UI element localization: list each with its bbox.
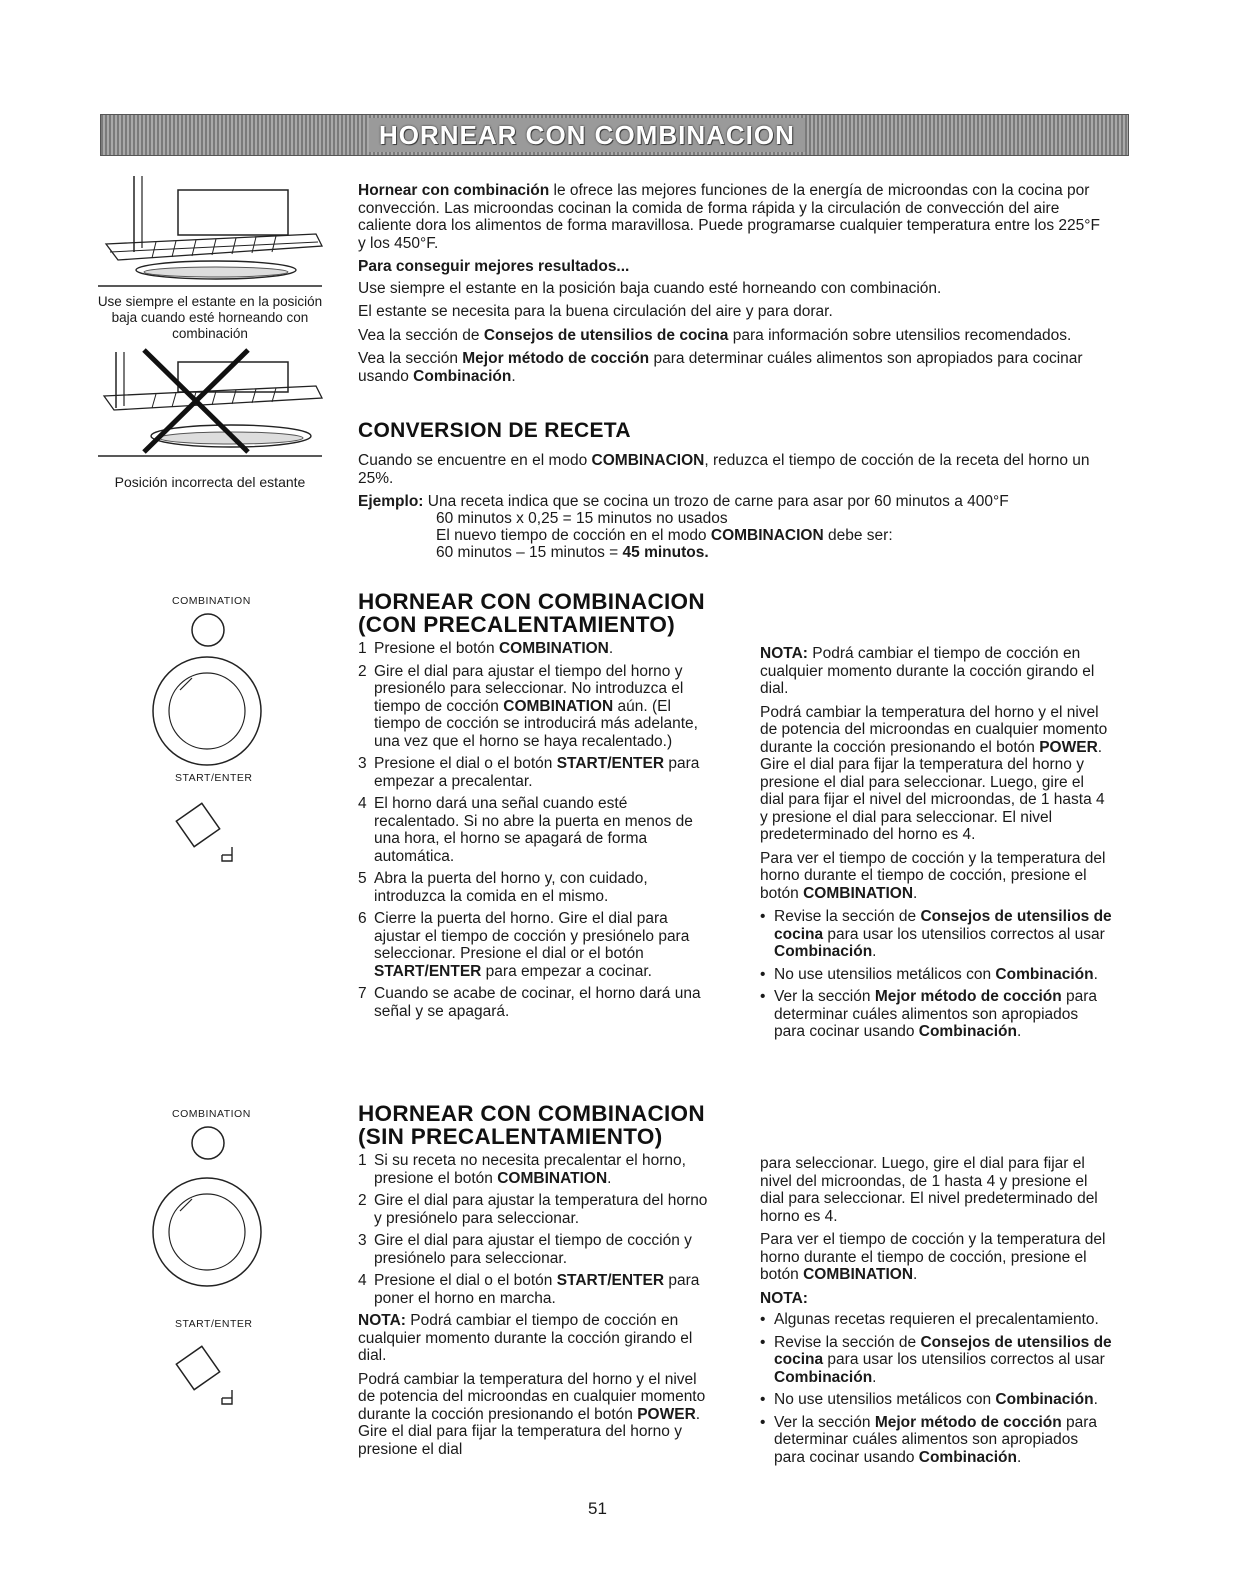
start-enter-label: START/ENTER bbox=[175, 772, 253, 784]
bullet-icon: • bbox=[760, 1333, 766, 1351]
combination-label: COMBINATION bbox=[172, 1108, 251, 1120]
nopreheat-right bbox=[760, 1155, 1112, 1471]
step-item: 3 Presione el dial o el botón START/ENTER para empezar a precalentar. bbox=[358, 755, 700, 790]
banner-title: HORNEAR CON COMBINACION bbox=[369, 118, 805, 152]
nopreheat-left bbox=[358, 1152, 714, 1464]
intro-p1: Use siempre el estante en la posición baja cuando esté horneando con combinación. bbox=[358, 279, 942, 297]
conversion-p1: Cuando se encuentre en el modo COMBINACION, reduzca el tiempo de cocción de la receta del horno un 25%. bbox=[358, 452, 1090, 487]
correct-rack-illustration bbox=[96, 172, 324, 292]
start-enter-button-icon[interactable] bbox=[170, 797, 240, 867]
intro-paragraph: Hornear con combinación le ofrece las mejores funciones de la energía de microondas con la cocina por convección. Las microondas cocinan la comida de forma rápida y la circulación de convección del aire caliente dora los alimentos de forma maravillosa. Puede programarse cualquier temperatura entre los 225°F y los 450°F. bbox=[358, 182, 1100, 252]
intro-p4: Vea la sección Mejor método de cocción para determinar cuáles alimentos son apropiados para cocinar usando Combinación. bbox=[358, 350, 1083, 385]
dial-icon[interactable] bbox=[150, 1175, 265, 1290]
step-item: 3 Gire el dial para ajustar el tiempo de cocción y presiónelo para seleccionar. bbox=[358, 1232, 692, 1267]
preheat-p3: Para ver el tiempo de cocción y la temperatura del horno durante el tiempo de cocción, presione el botón COMBINATION. bbox=[760, 849, 1106, 902]
page-number: 51 bbox=[588, 1499, 607, 1518]
start-enter-label: START/ENTER bbox=[175, 1318, 253, 1330]
incorrect-rack-caption: Posición incorrecta del estante bbox=[114, 474, 306, 490]
combination-label: COMBINATION bbox=[172, 595, 251, 607]
preheat-title: HORNEAR CON COMBINACION (CON PRECALENTAMIENTO) bbox=[358, 589, 705, 637]
intro-p3: Vea la sección de Consejos de utensilios de cocina para información sobre utensilios recomendados. bbox=[358, 326, 1072, 344]
step-item: 4 Presione el dial o el botón START/ENTER para poner el horno en marcha. bbox=[358, 1272, 700, 1307]
preheat-p2: Podrá cambiar la temperatura del horno y el nivel de potencia del microondas en cualquier momento durante la cocción presionando el botón POWER. Gire el dial para fijar la temperatura del horno y presione el dial para seleccionar. Luego, gire el dial para fijar el nivel del microondas, de 1 hasta 4 y presione el dial para seleccionar. El nivel predeterminado del horno es 4. bbox=[760, 703, 1108, 843]
step-item: 2 Gire el dial para ajustar la temperatura del horno y presiónelo para seleccionar. bbox=[358, 1192, 708, 1227]
nopreheat-p2: Podrá cambiar la temperatura del horno y el nivel de potencia del microondas en cualquier momento durante la cocción presionando el botón POWER. Gire el dial para fijar la temperatura del horno y presione el dial bbox=[358, 1370, 706, 1458]
nopreheat-right-top: para seleccionar. Luego, gire el dial para fijar el nivel del microondas, de 1 hasta 4 y presione el dial para seleccionar. El nivel predeterminado del horno es 4. bbox=[760, 1155, 1098, 1225]
bullet-item: • Ver la sección Mejor método de cocción para determinar cuáles alimentos son apropiados para cocinar usando Combinación. bbox=[760, 988, 1098, 1040]
step-item: 1 Si su receta no necesita precalentar el horno, presione el botón COMBINATION. bbox=[358, 1152, 686, 1187]
step-item: 5 Abra la puerta del horno y, con cuidado, introduzca la comida en el mismo. bbox=[358, 870, 648, 905]
nopreheat-steps bbox=[358, 1152, 714, 1307]
nopreheat-note: NOTA: Podrá cambiar el tiempo de cocción en cualquier momento durante la cocción girando el dial. bbox=[358, 1312, 693, 1364]
step-item: 4 El horno dará una señal cuando esté recalentado. Si no abre la puerta en menos de una hora, el horno se apagará de forma automática. bbox=[358, 795, 693, 865]
dial-icon[interactable] bbox=[150, 654, 265, 769]
combination-button-icon[interactable] bbox=[190, 1125, 226, 1161]
bullet-item: • Algunas recetas requieren el precalentamiento. bbox=[760, 1311, 1099, 1328]
preheat-bullets bbox=[760, 908, 1112, 1041]
intro-section bbox=[358, 182, 1100, 391]
nopreheat-title: HORNEAR CON COMBINACION (SIN PRECALENTAMIENTO) bbox=[358, 1101, 705, 1149]
bullet-icon: • bbox=[760, 1413, 766, 1431]
preheat-notes bbox=[760, 645, 1112, 1046]
bullet-item: • No use utensilios metálicos con Combinación. bbox=[760, 1391, 1098, 1408]
bullet-icon: • bbox=[760, 1391, 766, 1408]
bullet-icon: • bbox=[760, 988, 766, 1005]
best-results-heading: Para conseguir mejores resultados... bbox=[358, 258, 630, 275]
step-item: 6 Cierre la puerta del horno. Gire el dial para ajustar el tiempo de cocción y presiónelo para seleccionar. Presione el dial or el botón START/ENTER para empezar a cocinar. bbox=[358, 910, 690, 980]
incorrect-rack-illustration bbox=[96, 348, 324, 463]
conversion-title: CONVERSION DE RECETA bbox=[358, 419, 631, 442]
step-item: 7 Cuando se acabe de cocinar, el horno dará una señal y se apagará. bbox=[358, 985, 701, 1020]
start-enter-button-icon[interactable] bbox=[170, 1340, 240, 1410]
section-banner bbox=[100, 114, 1129, 156]
preheat-note: NOTA: Podrá cambiar el tiempo de cocción en cualquier momento durante la cocción girando el dial. bbox=[760, 645, 1095, 697]
step-item: 2 Gire el dial para ajustar el tiempo del horno y presionélo para seleccionar. No introduzca el tiempo de cocción COMBINATION aún. (El tiempo de cocción se introducirá más adelante, una vez que el horno se haya recalentado.) bbox=[358, 662, 698, 750]
nopreheat-p3: Para ver el tiempo de cocción y la temperatura del horno durante el tiempo de cocción, presione el botón COMBINATION. bbox=[760, 1231, 1106, 1283]
bullet-icon: • bbox=[760, 965, 766, 983]
preheat-steps bbox=[358, 640, 714, 1025]
correct-rack-caption: Use siempre el estante en la posición baja cuando esté horneando con combinación bbox=[97, 294, 323, 341]
bullet-item: • Ver la sección Mejor método de cocción para determinar cuáles alimentos son apropiados para cocinar usando Combinación. bbox=[760, 1413, 1098, 1466]
bullet-item: • Revise la sección de Consejos de utensilios de cocina para usar los utensilios correctos al usar Combinación. bbox=[760, 908, 1112, 960]
step-item: 1 Presione el botón COMBINATION. bbox=[358, 640, 614, 657]
combination-button-icon[interactable] bbox=[190, 612, 226, 648]
nopreheat-bullets bbox=[760, 1311, 1112, 1466]
conversion-example: Ejemplo: Una receta indica que se cocina un trozo de carne para asar por 60 minutos a 400°F 60 minutos x 0,25 = 15 minutos no usados El nuevo tiempo de cocción en el modo COMBINACION debe ser: 60 minutos – 15 minutos = 45 minutos. bbox=[358, 493, 1009, 561]
conversion-section bbox=[358, 452, 1100, 561]
intro-p2: El estante se necesita para la buena circulación del aire y para dorar. bbox=[358, 303, 833, 320]
bullet-icon: • bbox=[760, 908, 766, 925]
nota-heading: NOTA: bbox=[760, 1289, 808, 1307]
bullet-item: • No use utensilios metálicos con Combinación. bbox=[760, 965, 1098, 983]
bullet-item: • Revise la sección de Consejos de utensilios de cocina para usar los utensilios correctos al usar Combinación. bbox=[760, 1333, 1112, 1386]
bullet-icon: • bbox=[760, 1311, 766, 1328]
